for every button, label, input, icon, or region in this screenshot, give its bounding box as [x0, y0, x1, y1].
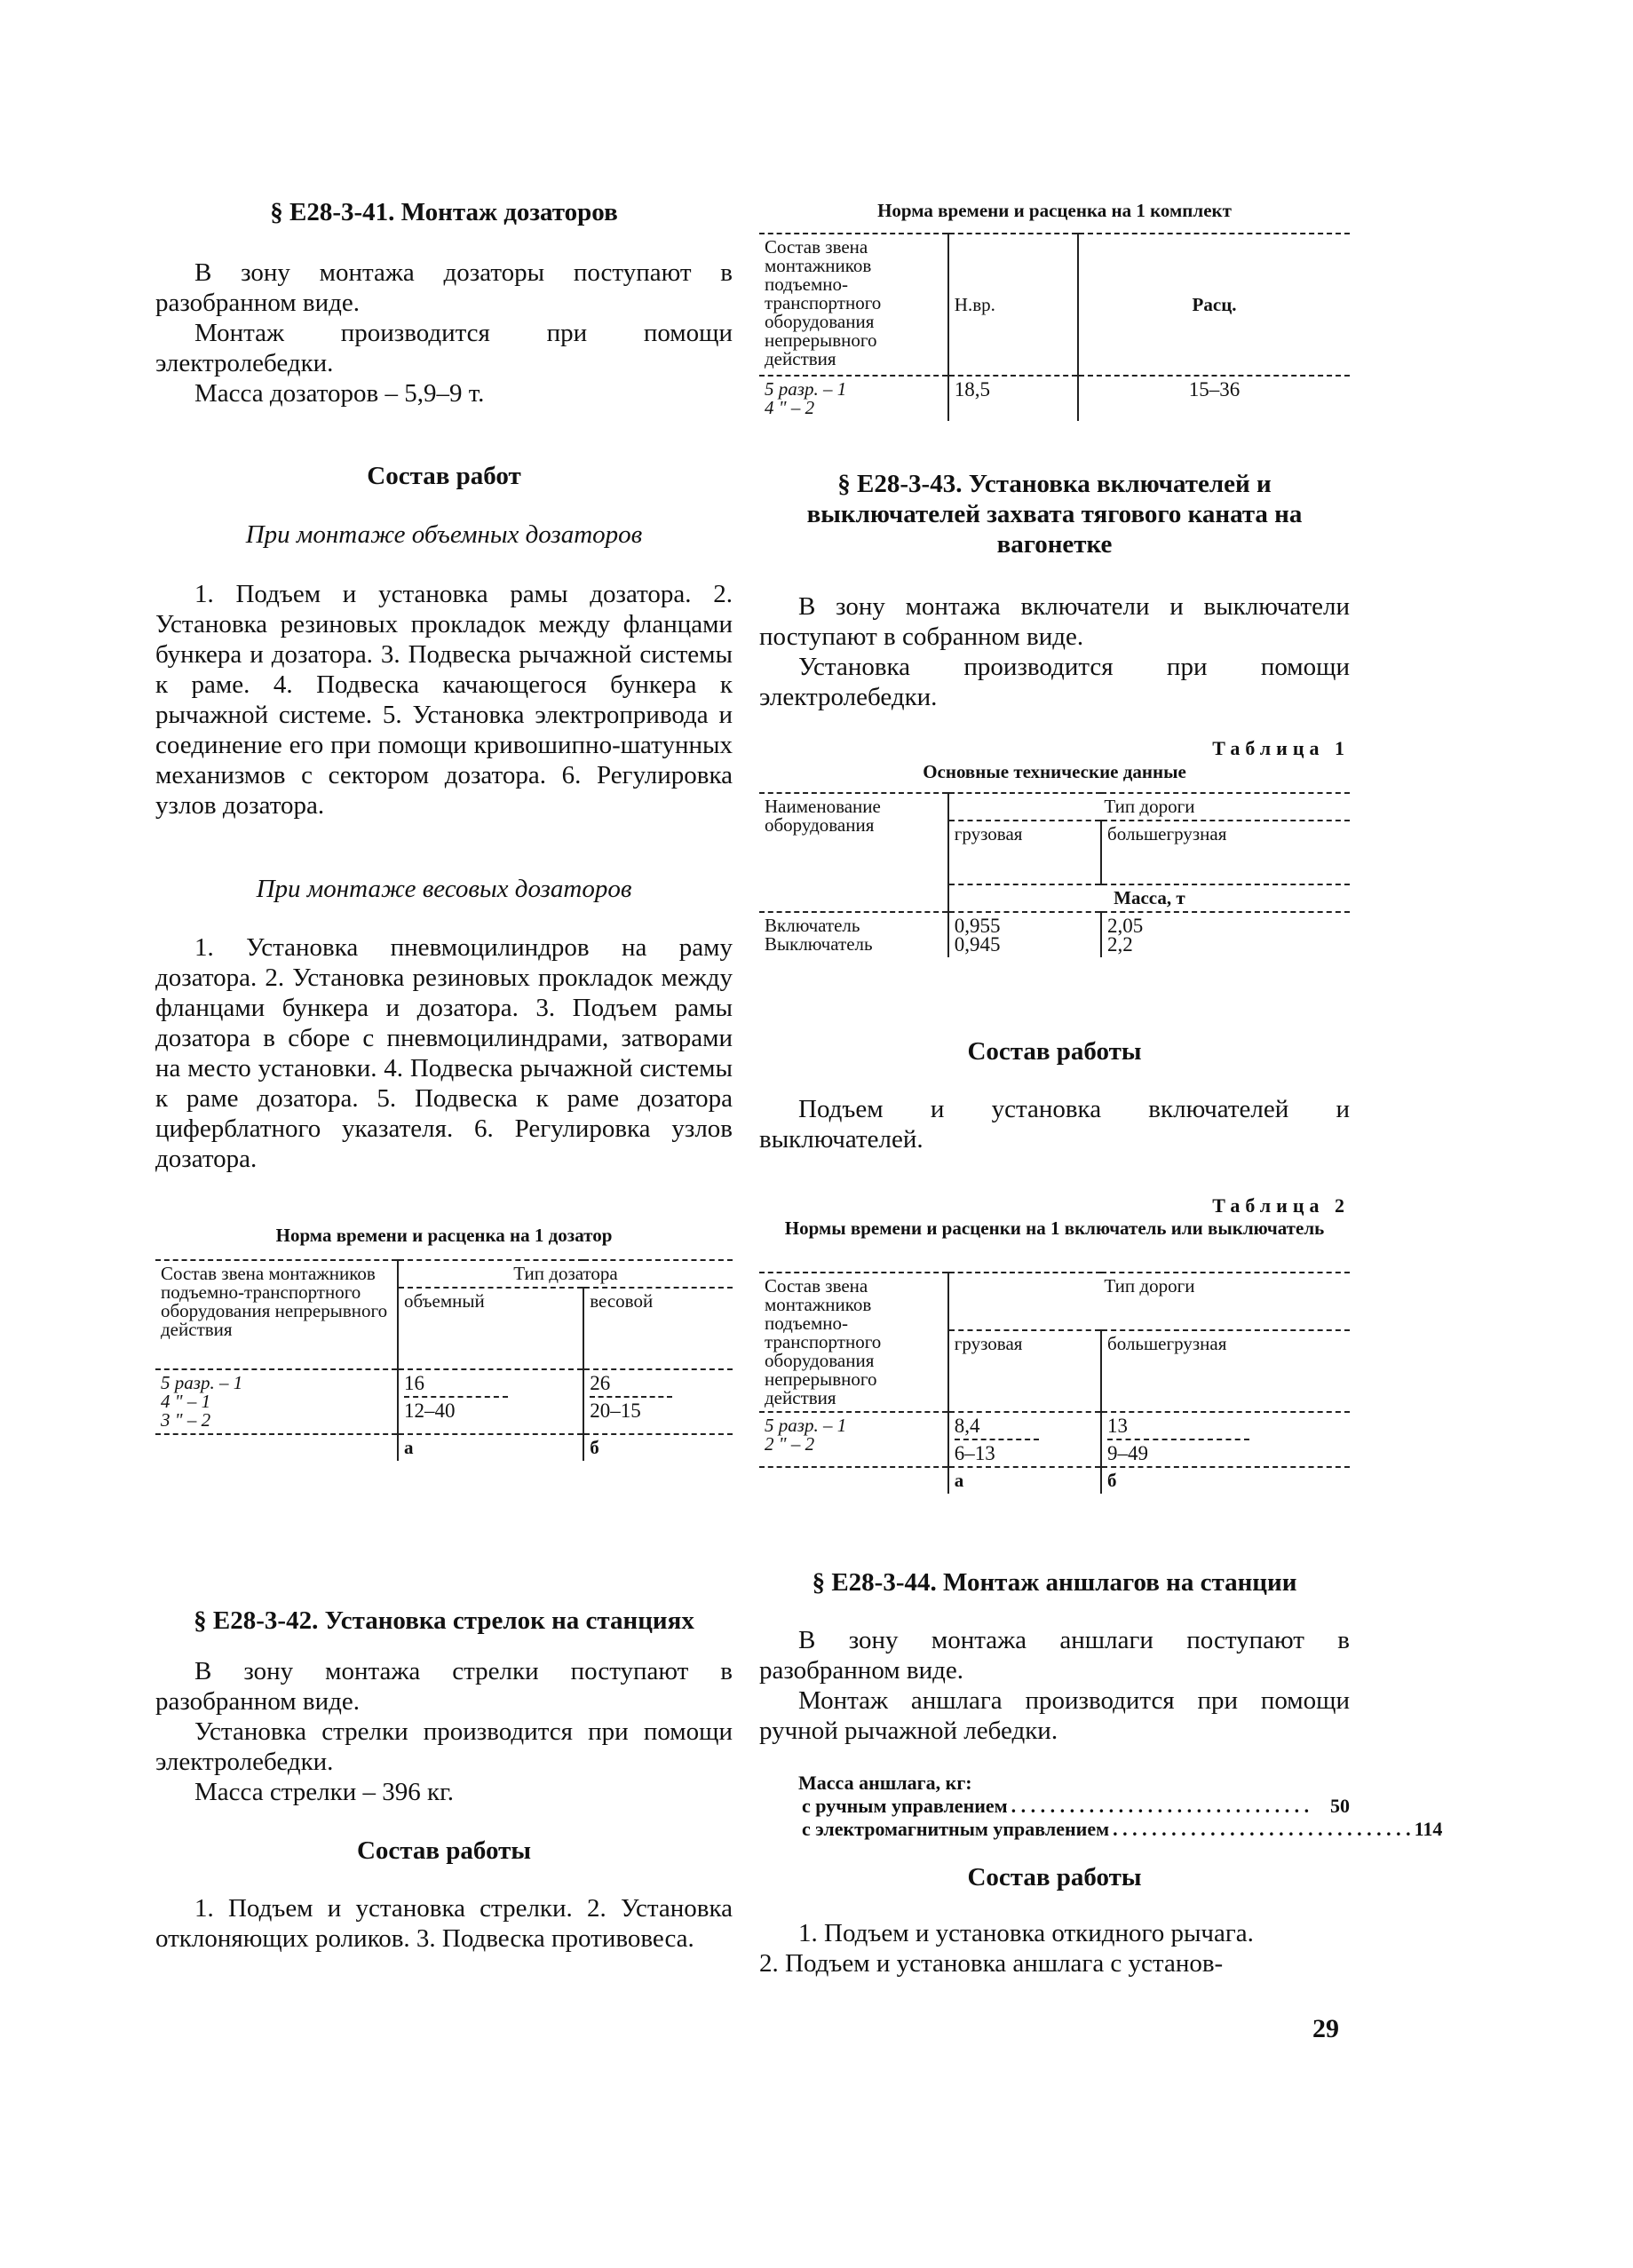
crew-line: 5 разр. – 1 [161, 1372, 243, 1393]
row-name: Выключатель [765, 933, 873, 955]
time-norm: 16 [404, 1372, 424, 1394]
step-line: 1. Подъем и установка откидного рычага. [798, 1919, 1254, 1947]
mass-value: 0,945 [954, 933, 1001, 956]
table-kit [759, 233, 1350, 421]
work-composition-steps [759, 1094, 1350, 1154]
table-cell-crew [155, 1369, 398, 1434]
crew-line: 4 " – 1 [161, 1391, 211, 1412]
mass-value: 114 [1414, 1818, 1443, 1840]
paragraph: Установка стрелки производится при помощи электролебедки. [155, 1717, 733, 1776]
crew-line: 3 " – 2 [161, 1409, 211, 1431]
crew-line: 5 разр. – 1 [765, 378, 847, 400]
section-e28-3-43-text [759, 591, 1350, 712]
table-header-col1: объемный [398, 1288, 583, 1369]
time-norm: 13 [1107, 1415, 1129, 1437]
crew-line: 4 " – 2 [765, 397, 815, 418]
column-letter: а [948, 1467, 1101, 1494]
paragraph: В зону монтажа аншлаги поступают в разобранном виде. [759, 1626, 1350, 1685]
column-letter: б [1101, 1467, 1350, 1494]
paragraph: 1. Установка пневмоцилиндров на раму дозатора. 2. Установка резиновых прокладок между фланцами бункера и дозатора. 3. Подъем рамы дозатора в сборе с пневмоцилиндрами, затворами на место установки. 4. Подвеска рычажной системы к раме дозатора. 5. Подвеска к раме дозатора циферблатного указателя. 6. Регулировка узлов дозатора. [155, 933, 733, 1173]
section-e28-3-41-title: § Е28-3-41. Монтаж дозаторов [270, 198, 618, 226]
table-2-number: Таблица 2 [1212, 1194, 1350, 1217]
paragraph: 1. Подъем и установка стрелки. 2. Установка отклоняющих роликов. 3. Подвеска противовеса. [155, 1894, 733, 1953]
table-header-group: Тип дороги [948, 1273, 1350, 1330]
table-cell-col2 [583, 1369, 733, 1434]
section-e28-3-43-title: § Е28-3-43. Установка включателей и выключателей захвата тягового каната на вагонетке [806, 470, 1303, 559]
dot-leader: . . . . . . . . . . . . . . . . . . . . . . . . . . . . . . . [1011, 1795, 1310, 1817]
paragraph: Масса стрелки – 396 кг. [194, 1778, 454, 1806]
section-e28-3-44-text [759, 1625, 1350, 1746]
table-2 [759, 1272, 1350, 1494]
table-footer-empty [155, 1434, 398, 1461]
table-header-name: Наименование оборудования [759, 793, 948, 912]
weight-dosers-subheading: При монтаже весовых дозаторов [256, 875, 632, 903]
table-1 [759, 792, 1350, 957]
table-cell-crew [759, 1412, 948, 1467]
mass-list-title: Масса аншлага, кг: [798, 1772, 972, 1794]
table-header-col2: большегрузная [1101, 821, 1350, 884]
paragraph: Масса дозаторов – 5,9–9 т. [194, 379, 485, 408]
row-name: Включатель [765, 915, 860, 936]
divider [955, 1439, 1039, 1440]
mass-value: 2,05 [1107, 915, 1144, 937]
table-header-crew: Состав звена монтажников подъемно-транспортного оборудования непрерывного действия [759, 234, 948, 376]
crew-line: 2 " – 2 [765, 1433, 815, 1455]
section-e28-3-44-title: § Е28-3-44. Монтаж аншлагов на станции [812, 1568, 1297, 1597]
table-41 [155, 1259, 733, 1461]
divider [1107, 1439, 1249, 1440]
work-composition-heading: Состав работ [367, 462, 521, 490]
mass-value: 0,955 [954, 915, 1001, 937]
rate: 12–40 [404, 1400, 456, 1422]
table-cell-norm: 18,5 [948, 376, 1078, 421]
mass-value: 2,2 [1107, 933, 1133, 956]
section-e28-3-42-text [155, 1656, 733, 1807]
column-letter: б [583, 1434, 733, 1461]
work-composition-heading: Состав работы [967, 1863, 1142, 1891]
table-header-norm: Н.вр. [948, 234, 1078, 376]
table-header-col2: большегрузная [1101, 1330, 1350, 1412]
volumetric-dosers-subheading: При монтаже объемных дозаторов [245, 520, 643, 549]
table-1-caption: Основные технические данные [923, 761, 1186, 782]
table-header-group: Тип дозатора [398, 1260, 733, 1288]
page-number: 29 [1312, 2014, 1339, 2043]
rate: 20–15 [590, 1400, 641, 1422]
crew-line: 5 разр. – 1 [765, 1415, 847, 1436]
table-cell-col1 [398, 1369, 583, 1434]
time-norm: 26 [590, 1372, 611, 1394]
mass-value: 50 [1330, 1795, 1350, 1817]
table-header-crew: Состав звена монтажников подъемно-транспортного оборудования непрерывного действия [155, 1260, 398, 1369]
volumetric-dosers-steps [155, 579, 733, 821]
divider [590, 1396, 672, 1398]
table-cell-name [759, 912, 948, 957]
table-header-unit: Масса, т [948, 884, 1350, 912]
work-composition-steps [759, 1918, 1350, 1979]
table-cell-crew [759, 376, 948, 421]
paragraph: В зону монтажа дозаторы поступают в разобранном виде. [155, 258, 733, 317]
step-line: 2. Подъем и установка аншлага с установ- [759, 1949, 1224, 1978]
table-header-col1: грузовая [948, 821, 1101, 884]
table-41-caption: Норма времени и расценка на 1 дозатор [275, 1225, 613, 1246]
table-cell-col1 [948, 1412, 1101, 1467]
table-1-number: Таблица 1 [1212, 737, 1350, 759]
table-header-group: Тип дороги [948, 793, 1350, 821]
table-header-col1: грузовая [948, 1330, 1101, 1412]
paragraph: Монтаж аншлага производится при помощи ручной рычажной лебедки. [759, 1686, 1350, 1745]
time-norm: 8,4 [954, 1415, 980, 1437]
dot-leader: . . . . . . . . . . . . . . . . . . . . . . . . . . . . . . . [1113, 1818, 1411, 1840]
mass-row [759, 1818, 1443, 1841]
section-e28-3-42-title: § Е28-3-42. Установка стрелок на станциях [194, 1606, 694, 1635]
mass-row [759, 1795, 1350, 1818]
table-header-crew: Состав звена монтажников подъемно-транспортного оборудования непрерывного действия [759, 1273, 948, 1412]
rate: 9–49 [1107, 1442, 1149, 1464]
paragraph: Подъем и установка включателей и выключателей. [759, 1095, 1350, 1154]
column-letter: а [398, 1434, 583, 1461]
table-2-caption: Нормы времени и расценки на 1 включатель или выключатель [784, 1217, 1325, 1239]
mass-label: с ручным управлением [802, 1795, 1008, 1817]
paragraph: Монтаж производится при помощи электролебедки. [155, 319, 733, 377]
paragraph: Установка производится при помощи электролебедки. [759, 653, 1350, 711]
paragraph: В зону монтажа стрелки поступают в разобранном виде. [155, 1657, 733, 1716]
work-composition-heading: Состав работы [967, 1037, 1142, 1066]
divider [404, 1396, 508, 1398]
section-e28-3-41-text [155, 258, 733, 408]
table-header-rate: Расц. [1078, 234, 1350, 376]
mass-list [759, 1772, 1443, 1841]
table-kit-caption: Норма времени и расценка на 1 комплект [877, 200, 1232, 221]
work-composition-heading: Состав работы [356, 1836, 532, 1865]
table-cell-col1 [948, 912, 1101, 957]
table-cell-col2 [1101, 912, 1350, 957]
table-footer-empty [759, 1467, 948, 1494]
table-cell-col2 [1101, 1412, 1350, 1467]
weight-dosers-steps [155, 932, 733, 1174]
table-cell-rate: 15–36 [1078, 376, 1350, 421]
paragraph: В зону монтажа включатели и выключатели поступают в собранном виде. [759, 592, 1350, 651]
work-composition-steps [155, 1893, 733, 1954]
table-header-col2: весовой [583, 1288, 733, 1369]
mass-label: с электромагнитным управлением [802, 1818, 1110, 1840]
rate: 6–13 [954, 1442, 995, 1464]
paragraph: 1. Подъем и установка рамы дозатора. 2. Установка резиновых прокладок между фланцами бункера и дозатора. 3. Подвеска рычажной системы к раме. 4. Подвеска качающегося бункера к рычажной системе. 5. Установка электропривода и соединение его при помощи кривошипно-шатунных механизмов с сектором дозатора. 6. Регулировка узлов дозатора. [155, 580, 733, 820]
